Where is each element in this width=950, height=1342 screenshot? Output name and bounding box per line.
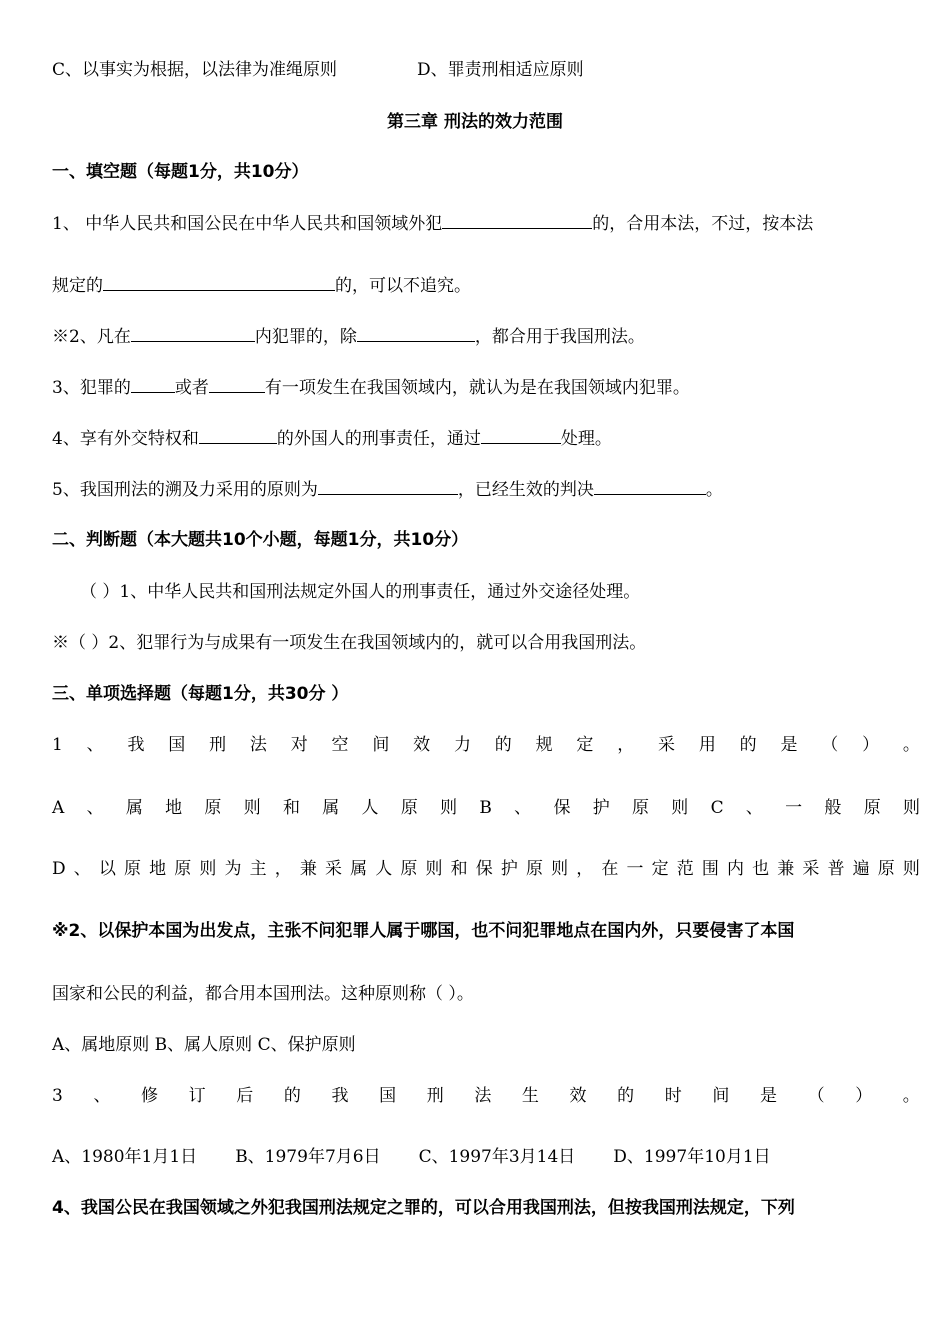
- choice-question-1-option-d: [52, 857, 920, 881]
- answer-blank[interactable]: [209, 375, 265, 393]
- text-char: ，: [576, 859, 594, 879]
- fill-question-1-line-2: [52, 273, 920, 298]
- option-a: A、1980年1月1日: [52, 1147, 198, 1167]
- text-char: 原: [400, 859, 418, 879]
- text-char: 地: [149, 859, 167, 879]
- question-text: 处理。: [560, 429, 612, 449]
- text-char: 力: [453, 735, 471, 755]
- text-char: ）: [855, 1086, 873, 1106]
- text-char: 护: [592, 798, 610, 818]
- text-char: 普: [827, 859, 845, 879]
- question-text: 3、犯罪的: [52, 378, 131, 398]
- text-char: 保: [475, 859, 493, 879]
- text-char: 间: [712, 1086, 730, 1106]
- text-char: 是: [780, 735, 798, 755]
- text-char: 、: [745, 798, 763, 818]
- text-char: D: [52, 859, 66, 879]
- text-char: 、: [73, 859, 91, 879]
- answer-blank[interactable]: [103, 273, 335, 291]
- question-text: 的，合用本法，不过，按本法: [592, 214, 814, 234]
- text-char: 属: [125, 798, 143, 818]
- text-char: 则: [671, 798, 689, 818]
- question-text: 1、 中华人民共和国公民在中华人民共和国领域外犯: [52, 214, 443, 234]
- text-char: 定: [576, 735, 594, 755]
- text-char: 、: [86, 735, 104, 755]
- text-char: C: [710, 798, 724, 818]
- text-char: 和: [450, 859, 468, 879]
- text-char: 则: [902, 798, 920, 818]
- question-text: 的外国人的刑事责任，通过: [276, 429, 481, 449]
- text-char: 定: [651, 859, 669, 879]
- text-char: 原: [400, 798, 418, 818]
- question-text: ※2、凡在: [52, 327, 131, 347]
- question-text: 或者: [174, 378, 209, 398]
- text-char: 一: [785, 798, 803, 818]
- answer-blank[interactable]: [199, 426, 277, 444]
- text-char: 范: [676, 859, 694, 879]
- section-heading-fill-blank: 一、填空题（每题1分，共10分）: [52, 162, 309, 182]
- text-char: 我: [127, 735, 145, 755]
- option-c: C、以事实为根据，以法律为准绳原则: [52, 60, 338, 80]
- text-char: 采: [325, 859, 343, 879]
- text-char: （: [821, 735, 839, 755]
- text-char: 刑: [426, 1086, 444, 1106]
- text-char: 则: [425, 859, 443, 879]
- text-char: 的: [283, 1086, 301, 1106]
- text-char: 刑: [209, 735, 227, 755]
- fill-question-5: [52, 477, 920, 502]
- text-char: 原: [863, 798, 881, 818]
- text-char: 属: [350, 859, 368, 879]
- judge-question-2: ※（ ）2、犯罪行为与成果有一项发生在我国领域内的，就可以合用我国刑法。: [52, 633, 647, 653]
- answer-blank[interactable]: [318, 477, 458, 495]
- choice-question-4-line-1: 4、我国公民在我国领域之外犯我国刑法规定之罪的，可以合用我国刑法，但按我国刑法规定，下列: [52, 1198, 795, 1218]
- text-char: ）: [862, 735, 880, 755]
- question-text: ，已经生效的判决: [457, 480, 594, 500]
- text-char: 修: [141, 1086, 159, 1106]
- prev-question-options: [52, 58, 920, 82]
- text-char: 内: [727, 859, 745, 879]
- text-char: 。: [902, 735, 920, 755]
- answer-blank[interactable]: [481, 426, 561, 444]
- fill-question-4: [52, 426, 920, 451]
- text-char: 的: [739, 735, 757, 755]
- text-char: 则: [243, 798, 261, 818]
- text-char: 空: [331, 735, 349, 755]
- choice-question-2-line-2: 国家和公民的利益，都合用本国刑法。这种原则称（ ）。: [52, 984, 474, 1004]
- fill-question-2: [52, 324, 920, 349]
- text-char: B: [479, 798, 492, 818]
- text-char: 为: [224, 859, 242, 879]
- judge-question-1: （ ）1、中华人民共和国刑法规定外国人的刑事责任，通过外交途径处理。: [80, 582, 641, 602]
- text-char: 时: [664, 1086, 682, 1106]
- answer-blank[interactable]: [131, 375, 175, 393]
- question-text: 4、享有外交特权和: [52, 429, 199, 449]
- text-char: 的: [494, 735, 512, 755]
- text-char: 用: [698, 735, 716, 755]
- text-char: 遍: [852, 859, 870, 879]
- text-char: 围: [701, 859, 719, 879]
- text-char: 、: [93, 1086, 111, 1106]
- option-c: C、1997年3月14日: [418, 1147, 576, 1167]
- choice-question-1-stem: [52, 733, 920, 757]
- text-char: 则: [440, 798, 458, 818]
- text-char: 是: [759, 1086, 777, 1106]
- text-char: 主: [249, 859, 267, 879]
- text-char: 间: [372, 735, 390, 755]
- chapter-title: 第三章 刑法的效力范围: [387, 112, 563, 132]
- text-char: ，: [274, 859, 292, 879]
- text-char: 人: [375, 859, 393, 879]
- text-char: 采: [802, 859, 820, 879]
- answer-blank[interactable]: [357, 324, 475, 342]
- fill-question-1-line-1: [52, 211, 920, 236]
- text-char: 的: [617, 1086, 635, 1106]
- text-char: （: [807, 1086, 825, 1106]
- text-char: 效: [569, 1086, 587, 1106]
- text-char: 、: [86, 798, 104, 818]
- text-char: 国: [168, 735, 186, 755]
- text-char: 原: [632, 798, 649, 818]
- text-char: 生: [521, 1086, 539, 1106]
- option-d: D、1997年10月1日: [613, 1147, 771, 1167]
- text-char: 国: [379, 1086, 397, 1106]
- choice-question-1-options-abc: [52, 796, 920, 820]
- text-char: 后: [236, 1086, 254, 1106]
- text-char: 般: [824, 798, 842, 818]
- text-char: 、: [514, 798, 532, 818]
- text-char: 属: [322, 798, 340, 818]
- question-text: 的，可以不追究。: [335, 276, 471, 296]
- text-char: 原: [204, 798, 222, 818]
- text-char: ，: [617, 735, 635, 755]
- text-char: 兼: [777, 859, 795, 879]
- text-char: 3: [52, 1086, 63, 1106]
- text-char: 。: [902, 1086, 920, 1106]
- text-char: 订: [188, 1086, 206, 1106]
- choice-question-2-options: A、属地原则 B、属人原则 C、保护原则: [52, 1035, 356, 1055]
- text-char: 原: [174, 859, 192, 879]
- text-char: 地: [165, 798, 183, 818]
- text-char: 则: [199, 859, 217, 879]
- text-char: 对: [290, 735, 308, 755]
- text-char: 以: [98, 859, 116, 879]
- text-char: A: [52, 798, 65, 818]
- question-text: 内犯罪的，除: [254, 327, 357, 347]
- text-char: 护: [500, 859, 518, 879]
- fill-question-3: [52, 375, 920, 400]
- section-heading-single-choice: 三、单项选择题（每题1分，共30分 ）: [52, 684, 349, 704]
- text-char: 法: [474, 1086, 492, 1106]
- text-char: 原: [526, 859, 544, 879]
- text-char: 采: [658, 735, 676, 755]
- text-char: 和: [282, 798, 300, 818]
- text-char: 法: [249, 735, 267, 755]
- question-text: 。: [705, 480, 723, 500]
- text-char: 规: [535, 735, 553, 755]
- answer-blank[interactable]: [131, 324, 255, 342]
- option-d: D、罪责刑相适应原则: [417, 60, 584, 80]
- text-char: 人: [361, 798, 379, 818]
- answer-blank[interactable]: [594, 477, 706, 495]
- choice-question-2-line-1: ※2、以保护本国为出发点，主张不问犯罪人属于哪国，也不问犯罪地点在国内外，只要侵害了本国: [52, 921, 795, 941]
- section-heading-true-false: 二、判断题（本大题共10个小题，每题1分，共10分）: [52, 530, 469, 550]
- text-char: 兼: [299, 859, 317, 879]
- option-b: B、1979年7月6日: [235, 1147, 381, 1167]
- text-char: 1: [52, 735, 63, 755]
- text-char: 则: [902, 859, 920, 879]
- text-char: 则: [551, 859, 569, 879]
- text-char: 一: [626, 859, 644, 879]
- text-char: 效: [413, 735, 431, 755]
- text-char: 也: [752, 859, 770, 879]
- text-char: 原: [877, 859, 895, 879]
- question-text: 5、我国刑法的溯及力采用的原则为: [52, 480, 318, 500]
- text-char: 保: [553, 798, 571, 818]
- text-char: 我: [331, 1086, 349, 1106]
- text-char: 原: [124, 859, 142, 879]
- answer-blank[interactable]: [442, 211, 592, 229]
- question-text: 有一项发生在我国领域内，就认为是在我国领域内犯罪。: [264, 378, 690, 398]
- question-text: ，都合用于我国刑法。: [474, 327, 645, 347]
- text-char: 在: [601, 859, 619, 879]
- question-text: 规定的: [52, 276, 103, 296]
- choice-question-3-options: [52, 1145, 920, 1169]
- choice-question-3-stem: [52, 1084, 920, 1108]
